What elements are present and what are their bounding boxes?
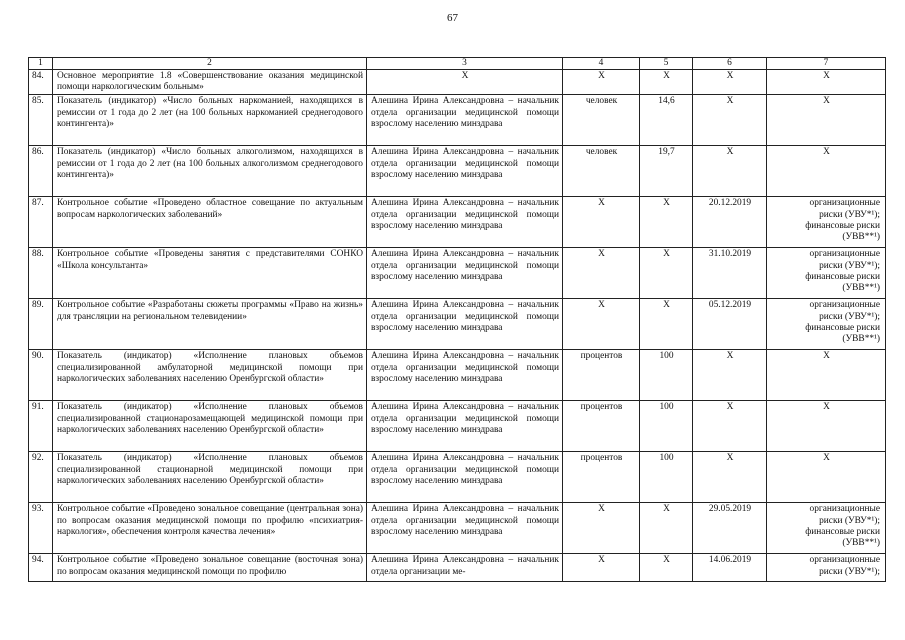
table-row: [29, 95, 886, 146]
risk-line: (УВВ**¹): [842, 232, 880, 243]
header-cell: 6: [693, 58, 767, 70]
unit-of-measure: Х: [563, 248, 640, 299]
target-value: Х: [640, 554, 693, 582]
row-number: 84.: [29, 70, 53, 95]
unit-of-measure: процентов: [563, 350, 640, 401]
row-description: Показатель (индикатор) «Число больных наркоманией, находящихся в ремиссии от 1 года до 2 лет (на 100 больных наркоманией среднегодового контингента)»: [53, 95, 367, 146]
target-value: 100: [640, 350, 693, 401]
risk-line: Х: [823, 96, 830, 107]
risk-line: финансовые риски: [805, 271, 880, 282]
risk-line: финансовые риски: [805, 220, 880, 231]
responsible-person: Алешина Ирина Александровна – начальник отдела организации медицинской помощи взрослому населению минздрава: [367, 146, 563, 197]
target-value: Х: [640, 248, 693, 299]
unit-of-measure: Х: [563, 503, 640, 554]
row-description: Контрольное событие «Проведено областное совещание по актуальным вопросам наркологических заболеваний»: [53, 197, 367, 248]
row-description: Основное мероприятие 1.8 «Совершенствование оказания медицинской помощи наркологическим больным»: [53, 70, 367, 95]
row-number: 92.: [29, 452, 53, 503]
row-number: 94.: [29, 554, 53, 582]
risk-assessment: [767, 503, 886, 554]
row-number: 93.: [29, 503, 53, 554]
risk-line: риски (УВУ*¹);: [819, 311, 880, 322]
risk-line: Х: [823, 351, 830, 362]
deadline-date: 05.12.2019: [693, 299, 767, 350]
table-row: [29, 299, 886, 350]
risk-line: риски (УВУ*¹);: [819, 515, 880, 526]
header-cell: 2: [53, 58, 367, 70]
unit-of-measure: Х: [563, 197, 640, 248]
risk-line: финансовые риски: [805, 322, 880, 333]
risk-line: организационные: [809, 555, 880, 566]
unit-of-measure: процентов: [563, 452, 640, 503]
header-cell: 5: [640, 58, 693, 70]
target-value: 14,6: [640, 95, 693, 146]
table-body: [29, 58, 886, 582]
deadline-date: 20.12.2019: [693, 197, 767, 248]
deadline-date: Х: [693, 70, 767, 95]
risk-assessment: [767, 95, 886, 146]
row-description: Показатель (индикатор) «Исполнение плановых объемов специализированной амбулаторной медицинской помощи при наркологических заболеваниях населению Оренбургской области»: [53, 350, 367, 401]
responsible-person: Х: [367, 70, 563, 95]
table-row: [29, 452, 886, 503]
risk-line: риски (УВУ*¹);: [819, 566, 880, 577]
risk-line: Х: [823, 71, 830, 81]
responsible-person: Алешина Ирина Александровна – начальник отдела организации медицинской помощи взрослому населению минздрава: [367, 452, 563, 503]
table-row: [29, 248, 886, 299]
table-row: [29, 401, 886, 452]
responsible-person: Алешина Ирина Александровна – начальник отдела организации медицинской помощи взрослому населению минздрава: [367, 95, 563, 146]
row-number: 85.: [29, 95, 53, 146]
risk-assessment: [767, 350, 886, 401]
target-value: Х: [640, 299, 693, 350]
risk-line: (УВВ**¹): [842, 283, 880, 294]
unit-of-measure: Х: [563, 70, 640, 95]
column-number-row: [29, 58, 886, 70]
risk-line: (УВВ**¹): [842, 538, 880, 549]
responsible-person: Алешина Ирина Александровна – начальник отдела организации медицинской помощи взрослому населению минздрава: [367, 197, 563, 248]
risk-line: риски (УВУ*¹);: [819, 209, 880, 220]
row-number: 90.: [29, 350, 53, 401]
target-value: Х: [640, 197, 693, 248]
target-value: Х: [640, 503, 693, 554]
table-row: [29, 146, 886, 197]
table-row: [29, 503, 886, 554]
responsible-person: Алешина Ирина Александровна – начальник отдела организации медицинской помощи взрослому населению минздрава: [367, 401, 563, 452]
risk-assessment: [767, 248, 886, 299]
risk-line: организационные: [809, 198, 880, 209]
row-number: 91.: [29, 401, 53, 452]
unit-of-measure: Х: [563, 554, 640, 582]
responsible-person: Алешина Ирина Александровна – начальник отдела организации медицинской помощи взрослому населению минздрава: [367, 503, 563, 554]
deadline-date: Х: [693, 350, 767, 401]
target-value: 100: [640, 401, 693, 452]
risk-line: финансовые риски: [805, 526, 880, 537]
row-description: Показатель (индикатор) «Исполнение плановых объемов специализированной стационарной медицинской помощи при наркологических заболеваниях населению Оренбургской области»: [53, 452, 367, 503]
table-row: [29, 197, 886, 248]
table-row: [29, 350, 886, 401]
row-number: 89.: [29, 299, 53, 350]
row-description: Контрольное событие «Проведено зональное совещание (центральная зона) по вопросам оказания медицинской помощи по профилю «психиатрия-наркология», обеспечения контроля качества лечения»: [53, 503, 367, 554]
row-description: Показатель (индикатор) «Число больных алкоголизмом, находящихся в ремиссии от 1 года до 2 лет (на 100 больных алкоголизмом среднегодового контингента)»: [53, 146, 367, 197]
target-value: 19,7: [640, 146, 693, 197]
deadline-date: 14.06.2019: [693, 554, 767, 582]
unit-of-measure: Х: [563, 299, 640, 350]
header-cell: 3: [367, 58, 563, 70]
risk-line: организационные: [809, 300, 880, 311]
responsible-person: Алешина Ирина Александровна – начальник отдела организации медицинской помощи взрослому населению минздрава: [367, 350, 563, 401]
page-number: 67: [447, 12, 458, 24]
responsible-person: Алешина Ирина Александровна – начальник отдела организации ме-: [367, 554, 563, 582]
header-cell: 1: [29, 58, 53, 70]
deadline-date: 29.05.2019: [693, 503, 767, 554]
risk-assessment: [767, 197, 886, 248]
row-description: Контрольное событие «Проведено зональное совещание (восточная зона) по вопросам оказания медицинской помощи по профилю: [53, 554, 367, 582]
deadline-date: 31.10.2019: [693, 248, 767, 299]
target-value: 100: [640, 452, 693, 503]
risk-line: организационные: [809, 504, 880, 515]
risk-line: Х: [823, 453, 830, 464]
risk-line: (УВВ**¹): [842, 334, 880, 345]
risk-assessment: [767, 299, 886, 350]
deadline-date: Х: [693, 401, 767, 452]
deadline-date: Х: [693, 452, 767, 503]
unit-of-measure: человек: [563, 95, 640, 146]
risk-assessment: [767, 70, 886, 95]
table-row: [29, 554, 886, 582]
responsible-person: Алешина Ирина Александровна – начальник отдела организации медицинской помощи взрослому населению минздрава: [367, 299, 563, 350]
row-description: Контрольное событие «Проведены занятия с представителями СОНКО «Школа консультанта»: [53, 248, 367, 299]
deadline-date: Х: [693, 95, 767, 146]
header-cell: 4: [563, 58, 640, 70]
risk-line: риски (УВУ*¹);: [819, 260, 880, 271]
row-description: Контрольное событие «Разработаны сюжеты программы «Право на жизнь» для трансляции на региональном телевидении»: [53, 299, 367, 350]
risk-assessment: [767, 146, 886, 197]
row-number: 87.: [29, 197, 53, 248]
header-cell: 7: [767, 58, 886, 70]
deadline-date: Х: [693, 146, 767, 197]
row-number: 88.: [29, 248, 53, 299]
target-value: Х: [640, 70, 693, 95]
unit-of-measure: человек: [563, 146, 640, 197]
risk-assessment: [767, 554, 886, 582]
row-number: 86.: [29, 146, 53, 197]
risk-line: организационные: [809, 249, 880, 260]
risk-assessment: [767, 401, 886, 452]
risk-line: Х: [823, 402, 830, 413]
unit-of-measure: процентов: [563, 401, 640, 452]
table-row: [29, 70, 886, 95]
row-description: Показатель (индикатор) «Исполнение плановых объемов специализированной стационарозамещающей медицинской помощи при наркологических заболеваниях населению Оренбургской области»: [53, 401, 367, 452]
responsible-person: Алешина Ирина Александровна – начальник отдела организации медицинской помощи взрослому населению минздрава: [367, 248, 563, 299]
program-table: [28, 57, 886, 582]
risk-assessment: [767, 452, 886, 503]
risk-line: Х: [823, 147, 830, 158]
